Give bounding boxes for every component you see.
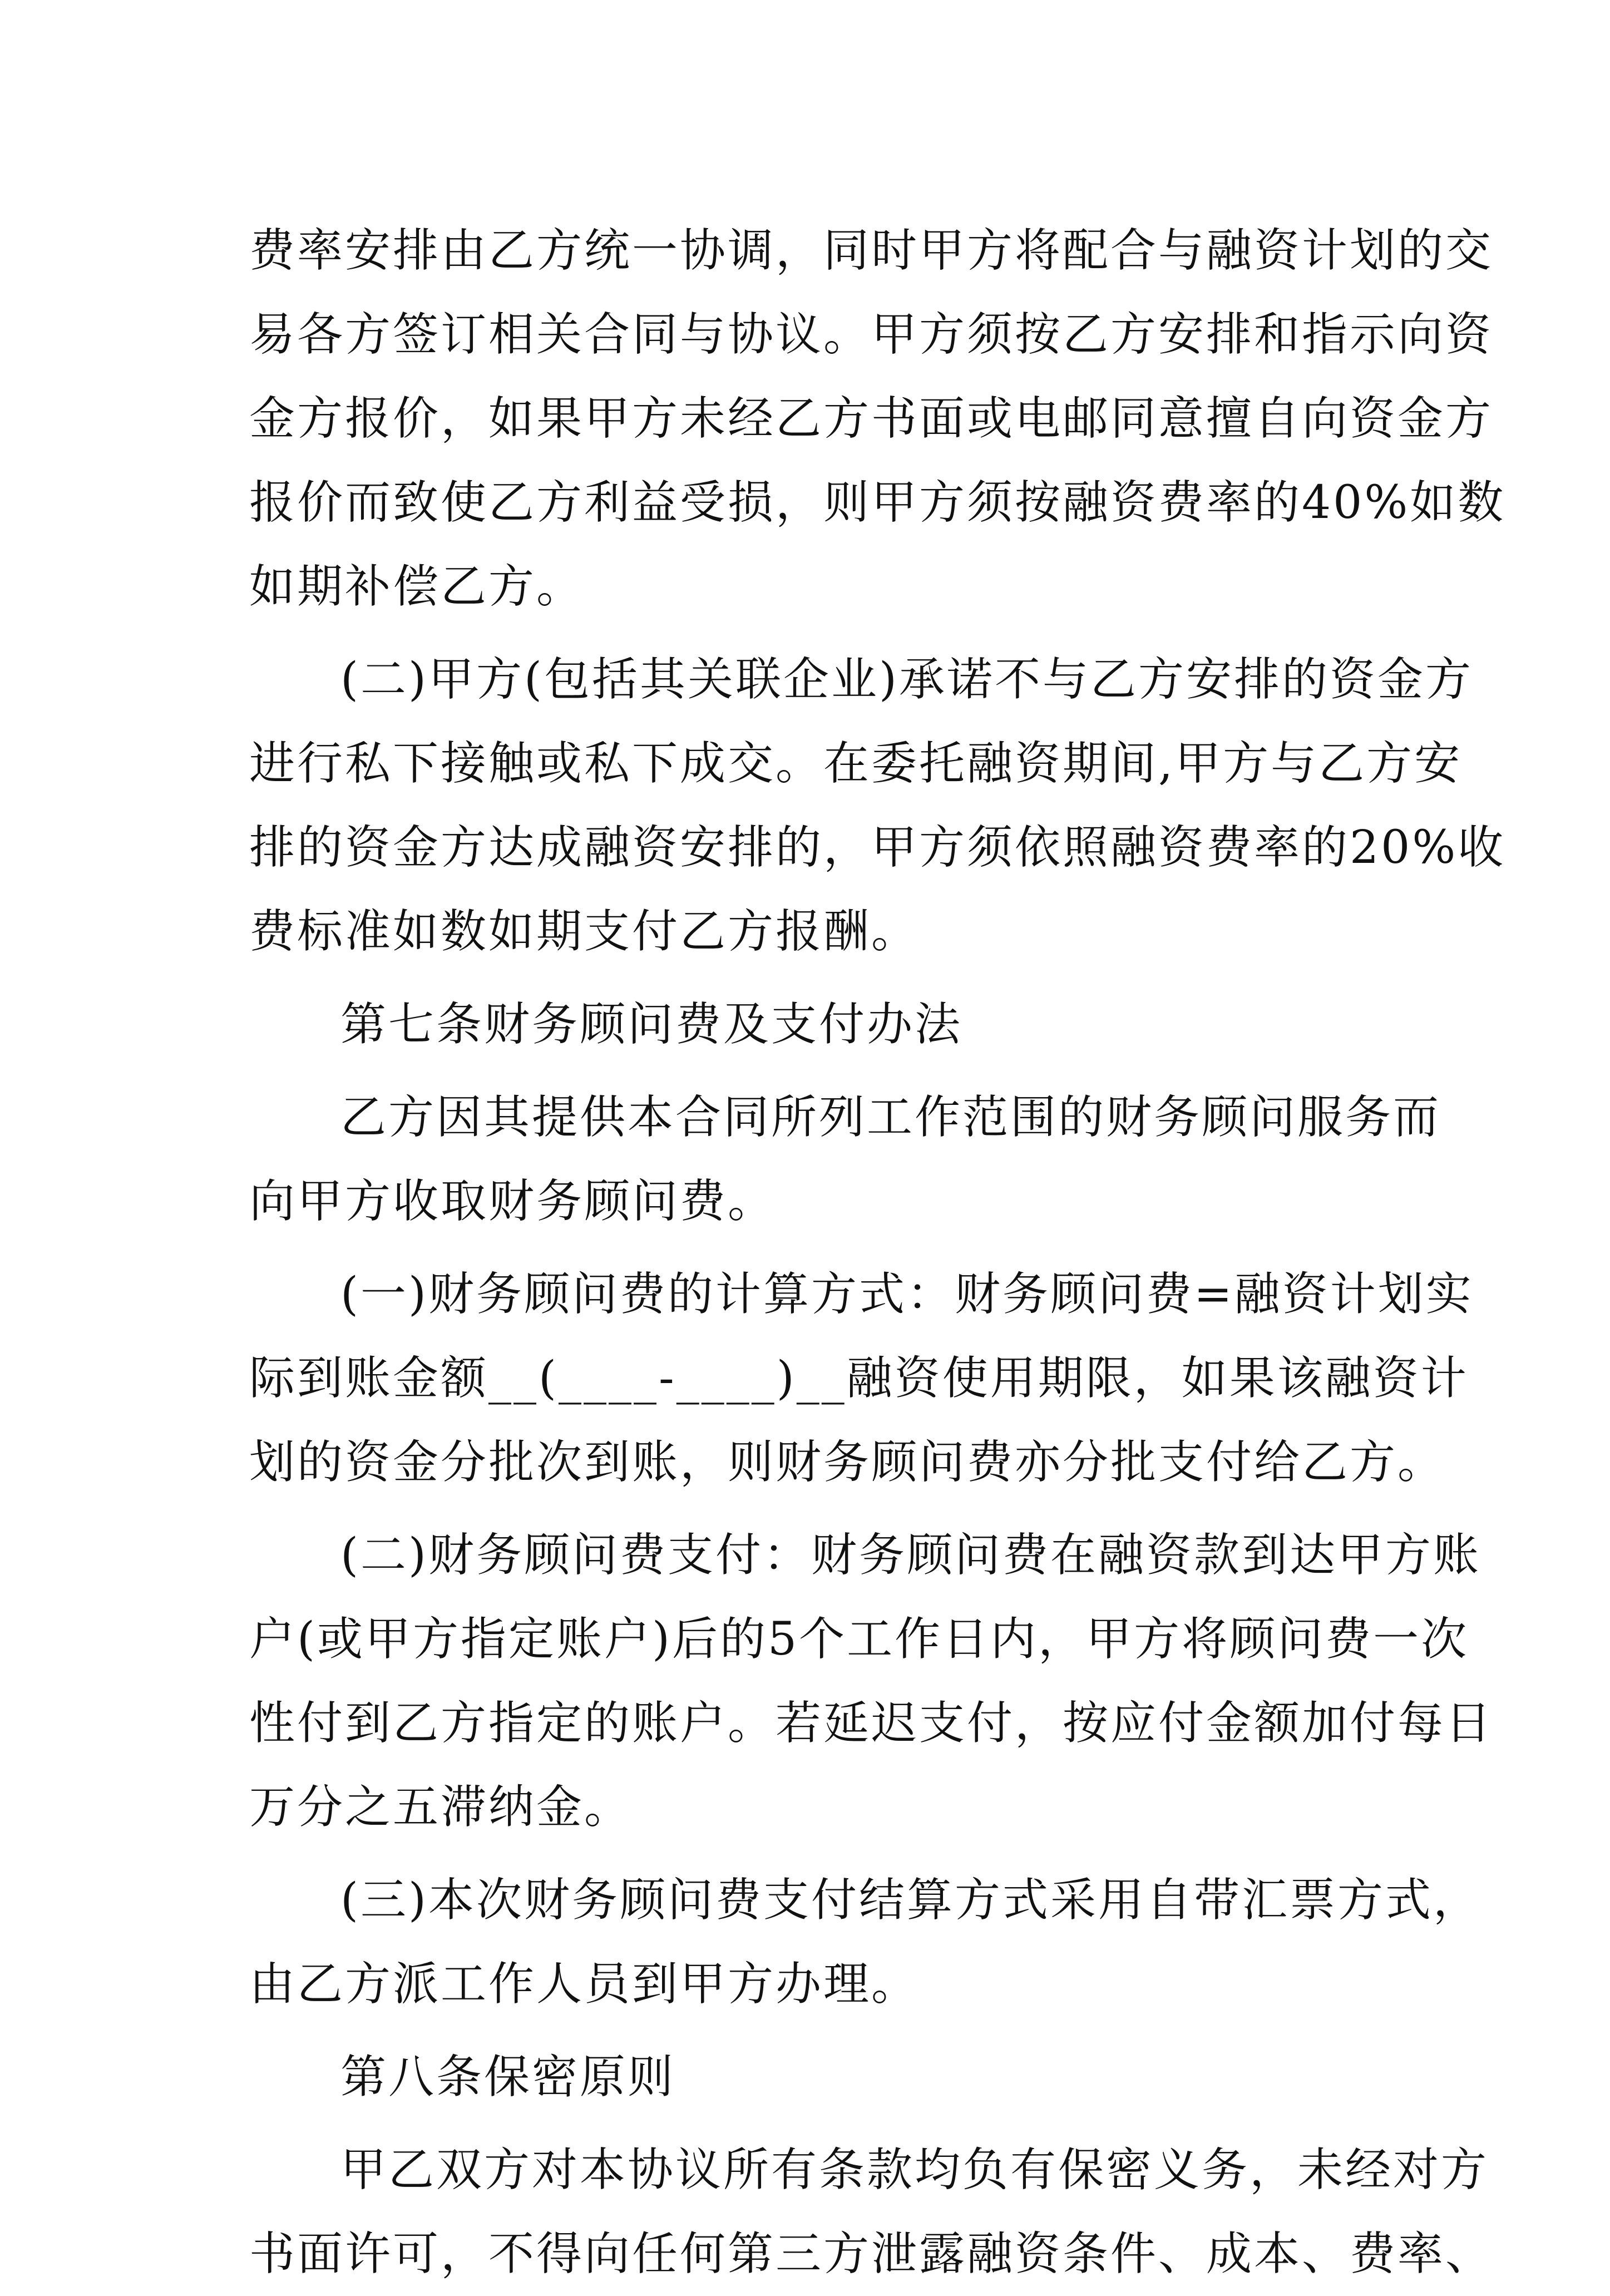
paragraph bbox=[249, 1513, 1494, 1849]
text-line: 进行私下接触或私下成交。在委托融资期间,甲方与乙方安 bbox=[249, 737, 1463, 790]
text-line: 户(或甲方指定账户)后的5个工作日内，甲方将顾问费一次 bbox=[249, 1613, 1469, 1666]
text-line: 报价而致使乙方利益受损，则甲方须按融资费率的40%如数 bbox=[249, 476, 1506, 529]
text-line: 书面许可，不得向任何第三方泄露融资条件、成本、费率、 bbox=[249, 2228, 1494, 2280]
text-line: 易各方签订相关合同与协议。甲方须按乙方安排和指示向资 bbox=[249, 308, 1494, 361]
paragraph bbox=[249, 2128, 1494, 2296]
text-line: (二)财务顾问费支付：财务顾问费在融资款到达甲方账 bbox=[340, 1529, 1481, 1582]
text-line: 乙方因其提供本合同所列工作范围的财务顾问服务而 bbox=[340, 1091, 1441, 1144]
text-line: 万分之五滞纳金。 bbox=[249, 1781, 633, 1834]
text-line: 金方报价，如果甲方未经乙方书面或电邮同意擅自向资金方 bbox=[249, 392, 1494, 445]
section-heading bbox=[249, 982, 1384, 1066]
text-line: 费标准如数如期支付乙方报酬。 bbox=[249, 905, 920, 958]
section-heading bbox=[249, 2035, 1384, 2119]
text-line: 性付到乙方指定的账户。若延迟支付，按应付金额加付每日 bbox=[249, 1697, 1494, 1750]
paragraph bbox=[249, 209, 1506, 629]
text-line: 由乙方派工作人员到甲方办理。 bbox=[249, 1958, 920, 2011]
paragraph bbox=[249, 1075, 1441, 1243]
paragraph bbox=[249, 1252, 1474, 1504]
section-title: 第七条财务顾问费及支付办法 bbox=[340, 998, 963, 1051]
text-line: (二)甲方(包括其关联企业)承诺不与乙方安排的资金方 bbox=[340, 653, 1473, 706]
text-line: 甲乙双方对本协议所有条款均负有保密义务，未经对方 bbox=[340, 2144, 1489, 2196]
text-line: 向甲方收取财务顾问费。 bbox=[249, 1175, 776, 1228]
document-body bbox=[249, 209, 1506, 2296]
paragraph bbox=[249, 1858, 1481, 2026]
text-line: 际到账金额__(____-____)__融资使用期限，如果该融资计 bbox=[249, 1352, 1469, 1405]
text-line: (三)本次财务顾问费支付结算方式采用自带汇票方式， bbox=[340, 1874, 1481, 1927]
text-line: (一)财务顾问费的计算方式：财务顾问费=融资计划实 bbox=[340, 1268, 1474, 1321]
text-line: 如期补偿乙方。 bbox=[249, 560, 585, 613]
paragraph bbox=[249, 638, 1506, 974]
text-line: 排的资金方达成融资安排的，甲方须依照融资费率的20%收 bbox=[249, 821, 1506, 874]
text-line: 费率安排由乙方统一协调，同时甲方将配合与融资计划的交 bbox=[249, 224, 1494, 277]
section-title: 第八条保密原则 bbox=[340, 2051, 676, 2104]
text-line: 划的资金分批次到账，则财务顾问费亦分批支付给乙方。 bbox=[249, 1436, 1446, 1489]
